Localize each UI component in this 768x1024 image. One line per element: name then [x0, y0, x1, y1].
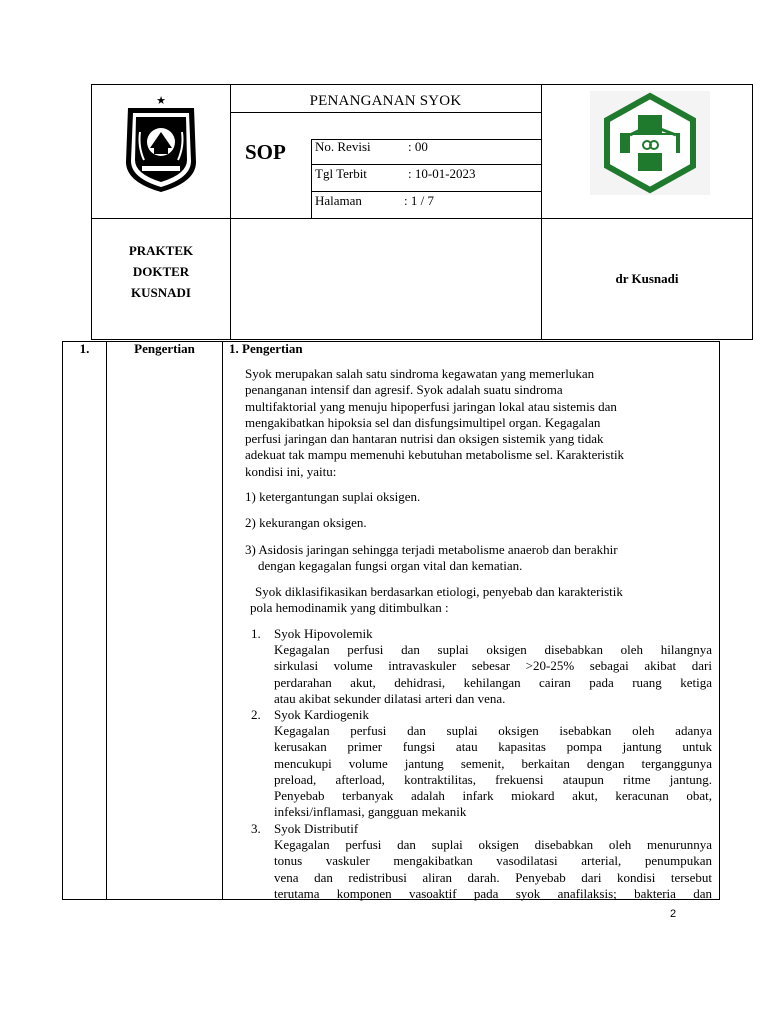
doctor-name: dr Kusnadi: [615, 271, 679, 286]
svg-text:★: ★: [156, 95, 166, 107]
description-line: Kegagalan perfusi dan suplai oksigen isebabkan oleh adanya: [274, 723, 712, 738]
meta-row-line-2: [311, 164, 541, 165]
shock-type-description: [274, 837, 712, 902]
clinic-cross-logo: [590, 91, 710, 195]
description-line: perdarahan akut, dehidrasi, kehilangan cairan pada ruang ketiga: [274, 674, 712, 690]
header-divider-1: [230, 84, 231, 340]
shock-type-description: [274, 642, 712, 707]
intro-line: perfusi jaringan dan hantaran nutrisi dan oksigen sistemik yang tidak: [245, 431, 604, 447]
description-line: infeksi/inflamasi, gangguan mekanik: [274, 804, 467, 820]
description-line: sirkulasi volume intravaskuler sebesar >20-25% sebagai akibat dari: [274, 658, 712, 674]
intro-line: kondisi ini, yaitu:: [245, 463, 337, 479]
page-number: 2: [670, 908, 677, 920]
sop-divider: [311, 139, 312, 218]
content-divider-2: [222, 341, 223, 900]
shock-type-description: [274, 723, 712, 821]
description-line: mencukupi volume jantung semenit, berkaitan dengan terganggunya: [274, 755, 712, 771]
header-border-mid: [91, 218, 753, 219]
meta-issued-value: : 10-01-2023: [408, 166, 476, 181]
shock-type-title: Syok Hipovolemik: [274, 626, 373, 641]
description-line: kerusakan primer fungsi atau kapasitas pompa jantung untuk: [274, 739, 712, 755]
intro-line: adekuat tak mampu memenuhi kebutuhan metabolisme sel. Karakteristik: [245, 447, 625, 463]
classification-line-2: pola hemodinamik yang ditimbulkan :: [250, 600, 449, 616]
clinic-name-line-3: KUSNADI: [131, 285, 191, 300]
shock-type-title: Syok Distributif: [274, 821, 359, 836]
characteristic-2: 2) kekurangan oksigen.: [245, 515, 367, 530]
header-divider-2: [541, 84, 542, 340]
header-border-bottom: [91, 339, 753, 340]
section-label: Pengertian: [134, 341, 195, 356]
description-line: tonus vaskuler mengakibatkan vasodilatasi arterial, penumpukan: [274, 853, 712, 869]
shock-type-number: 1.: [251, 626, 261, 641]
content-border-left: [62, 341, 63, 900]
description-line: Kegagalan perfusi dan suplai oksigen disebabkan oleh hilangnya: [274, 642, 712, 657]
characteristic-3-line-2: dengan kegagalan fungsi organ vital dan kematian.: [258, 558, 523, 574]
sop-label: SOP: [245, 140, 286, 164]
characteristic-3: [245, 542, 618, 575]
meta-revision-value: : 00: [408, 139, 428, 154]
description-line: Kegagalan perfusi dan suplai oksigen disebabkan oleh menurunnya: [274, 837, 712, 852]
shock-type-title: Syok Kardiogenik: [274, 707, 369, 722]
header-border-right: [752, 84, 753, 340]
characteristic-1: 1) ketergantungan suplai oksigen.: [245, 489, 421, 504]
meta-issued-label: Tgl Terbit: [315, 166, 367, 181]
meta-row-line-3: [311, 191, 541, 192]
intro-line: penanganan intensif dan agresif. Syok adalah suatu sindroma: [245, 382, 563, 398]
meta-revision-label: No. Revisi: [315, 139, 371, 154]
header-border-top: [91, 84, 753, 85]
document-title: PENANGANAN SYOK: [309, 93, 462, 109]
classification-line-1: Syok diklasifikasikan berdasarkan etiologi, penyebab dan karakteristik: [255, 584, 623, 599]
meta-page-label: Halaman: [315, 193, 362, 208]
intro-line: mengakibatkan hipoksia sel dan disfungsimultipel organ. Kegagalan: [245, 414, 601, 430]
shock-type-number: 2.: [251, 707, 261, 722]
intro-paragraph: [245, 366, 711, 480]
clinic-name: [92, 240, 230, 303]
clinic-name-line-1: PRAKTEK: [128, 243, 194, 258]
content-divider-1: [106, 341, 107, 900]
meta-page-value: : 1 / 7: [404, 193, 434, 208]
description-line: vena dan redistribusi aliran darah. Penyebab dari kondisi tersebut: [274, 869, 712, 885]
description-line: terutama komponen vasoaktif pada syok anafilaksis; bakteria dan: [274, 885, 712, 901]
description-line: atau akibat sekunder dilatasi arteri dan vena.: [274, 690, 506, 706]
intro-line: multifaktorial yang menuju hipoperfusi jaringan lokal atau sistemis dan: [245, 398, 617, 414]
title-underline: [230, 112, 541, 113]
characteristic-3-line-1: 3) Asidosis jaringan sehingga terjadi metabolisme anaerob dan berakhir: [245, 542, 618, 557]
section-heading: 1. Pengertian: [229, 341, 303, 356]
classification-paragraph: [250, 584, 712, 617]
description-line: Penyebab terbanyak adalah infark miokard akut, keracunan obat,: [274, 788, 712, 804]
content-border-right: [719, 341, 720, 900]
section-number: 1.: [79, 341, 90, 356]
shock-type-number: 3.: [251, 821, 261, 836]
intro-line: Syok merupakan salah satu sindroma kegawatan yang memerlukan: [245, 366, 595, 381]
clinic-name-line-2: DOKTER: [132, 264, 190, 279]
regional-emblem-logo: [120, 92, 202, 196]
description-line: preload, afterload, kontraktilitas, frekuensi ataupun ritme jantung.: [274, 771, 712, 787]
